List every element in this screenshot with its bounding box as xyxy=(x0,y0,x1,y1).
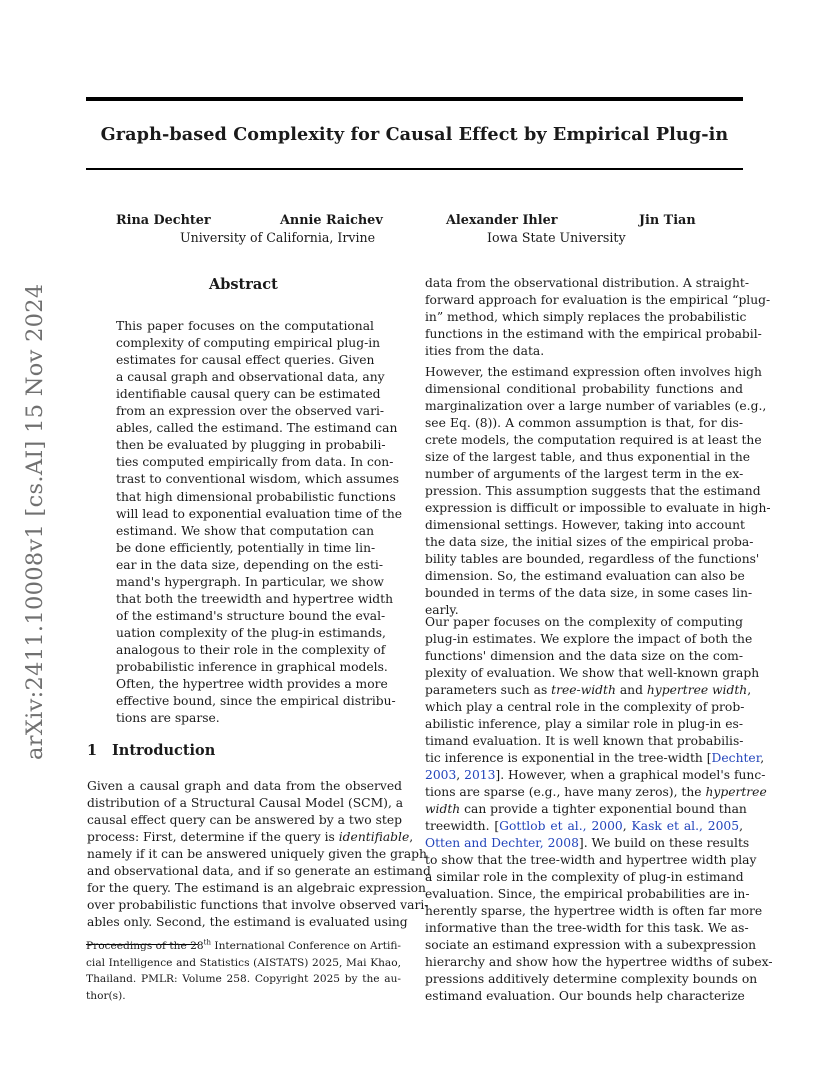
text-line: This paper focuses on the computational xyxy=(116,319,374,333)
text-line: mand's hypergraph. In particular, we show xyxy=(116,574,384,589)
text-line: tions are sparse. xyxy=(116,711,220,726)
text-line: in” method, which simply replaces the probabilistic xyxy=(425,310,747,324)
text-line: effective bound, since the empirical distribu- xyxy=(116,694,396,709)
text-line xyxy=(425,784,767,801)
text-line: informative than the tree-width for this task. We as- xyxy=(425,921,749,935)
citation-link[interactable]: Dechter xyxy=(711,751,761,765)
text-line: ear in the data size, depending on the esti- xyxy=(116,557,384,572)
text-line: However, the estimand expression often involves high xyxy=(425,365,762,379)
footnote-text: Proceedings of the 28 xyxy=(86,940,204,952)
text-line: that both the treewidth and hypertree width xyxy=(116,591,394,606)
text-span: , xyxy=(760,751,765,765)
text-line: Given a causal graph and data from the observed xyxy=(87,779,402,793)
citation-link[interactable]: Kask et al., 2005 xyxy=(631,819,740,833)
footnote-text: cial Intelligence and Statistics (AISTATS) 2025, Mai Khao, xyxy=(86,956,401,969)
footnote-text: Thailand. PMLR: Volume 258. Copyright 2025 by the au- xyxy=(86,973,401,985)
term-tree-width: tree-width xyxy=(551,683,616,697)
text-line: probabilistic inference in graphical models. xyxy=(116,660,388,674)
text-line: bility tables are bounded, regardless of the functions' xyxy=(425,552,760,566)
footnote-text: International Conference on Artifi- xyxy=(210,940,401,952)
text-line: see Eq. (8)). A common assumption is that, for dis- xyxy=(425,416,743,430)
text-span: , xyxy=(739,819,744,833)
text-line: namely if it can be answered uniquely given the graph xyxy=(87,847,427,862)
text-line: timand evaluation. It is well known that probabilis- xyxy=(425,734,744,748)
text-line: plexity of evaluation. We show that well-known graph xyxy=(425,666,760,680)
text-line: sociate an estimand expression with a subexpression xyxy=(425,938,757,952)
text-line: herently sparse, the hypertree width is often far more xyxy=(425,904,763,918)
abstract-heading: Abstract xyxy=(209,276,278,293)
text-line xyxy=(87,829,414,846)
text-line: ables only. Second, the estimand is evaluated using xyxy=(87,915,408,930)
text-span: tions are sparse (e.g., have many zeros), the xyxy=(425,785,706,799)
text-line: estimand evaluation. Our bounds help characterize xyxy=(425,989,745,1003)
footnote-text: thor(s). xyxy=(86,989,126,1002)
arxiv-stamp: arXiv:2411.10008v1 [cs.AI] 15 Nov 2024 xyxy=(22,283,48,760)
text-line: to show that the tree-width and hypertree width play xyxy=(425,853,757,867)
text-line: Often, the hypertree width provides a more xyxy=(116,677,388,692)
text-line: the data size, the initial sizes of the empirical proba- xyxy=(425,535,754,549)
text-line xyxy=(425,835,750,852)
text-line: estimates for causal effect queries. Given xyxy=(116,353,375,368)
text-line: which play a central role in the complexity of prob- xyxy=(425,700,745,714)
author-name: Alexander Ihler xyxy=(446,213,558,228)
text-line: distribution of a Structural Causal Model (SCM), a xyxy=(87,796,404,811)
text-span: process: First, determine if the query is xyxy=(87,830,339,845)
author-name: Annie Raichev xyxy=(280,213,383,228)
text-line: crete models, the computation required is at least the xyxy=(425,433,762,447)
text-line: a similar role in the complexity of plug-in estimand xyxy=(425,870,744,884)
text-line: number of arguments of the largest term in the ex- xyxy=(425,467,744,481)
text-line xyxy=(425,801,747,818)
text-line: then be evaluated by plugging in probabili- xyxy=(116,438,386,453)
term-hypertree: hypertree xyxy=(705,785,767,799)
affiliation-left: University of California, Irvine xyxy=(180,230,376,245)
text-line: ables, called the estimand. The estimand can xyxy=(116,421,398,436)
paper-title: Graph-based Complexity for Causal Effect by Empirical Plug-in xyxy=(100,124,729,145)
term-width: width xyxy=(425,802,461,816)
citation-link[interactable]: 2013 xyxy=(464,768,496,782)
text-line: size of the largest table, and thus exponential in the xyxy=(425,450,751,464)
text-line: from an expression over the observed vari- xyxy=(116,404,385,419)
text-line: causal effect query can be answered by a two step xyxy=(87,813,403,828)
text-line: uation complexity of the plug-in estimands, xyxy=(116,625,386,640)
affiliation-right: Iowa State University xyxy=(487,230,626,245)
text-span: can provide a tighter exponential bound than xyxy=(460,802,747,816)
text-line: for the query. The estimand is an algebraic expression xyxy=(87,881,426,896)
text-line: forward approach for evaluation is the empirical “plug- xyxy=(425,293,771,307)
text-line xyxy=(425,682,752,699)
citation-link[interactable]: Gottlob et al., 2000 xyxy=(499,819,623,833)
text-line: pressions additively determine complexity bounds on xyxy=(425,972,758,986)
section-number: 1 xyxy=(87,742,98,759)
text-line: data from the observational distribution. A straight- xyxy=(425,276,749,290)
text-line: be done efficiently, potentially in time lin- xyxy=(116,540,376,555)
title-top-rule xyxy=(86,97,743,101)
text-span: parameters such as xyxy=(425,683,552,697)
text-line: trast to conventional wisdom, which assumes xyxy=(116,472,400,487)
text-span: , xyxy=(747,683,752,697)
text-span: , xyxy=(456,768,465,782)
text-line: that high dimensional probabilistic functions xyxy=(116,489,396,504)
text-line: abilistic inference, play a similar role in plug-in es- xyxy=(425,717,743,731)
text-line: and observational data, and if so generate an estimand xyxy=(87,864,431,879)
text-line: analogous to their role in the complexity of xyxy=(116,642,386,657)
text-line: expression is difficult or impossible to evaluate in high- xyxy=(425,501,771,515)
citation-link[interactable]: Otten and Dechter, 2008 xyxy=(425,836,579,850)
section-heading: Introduction xyxy=(112,742,216,759)
text-line: functions' dimension and the data size on the com- xyxy=(425,649,743,663)
text-line: pression. This assumption suggests that the estimand xyxy=(425,484,761,498)
text-line: will lead to exponential evaluation time of the xyxy=(116,506,403,521)
text-line: dimensional settings. However, taking into account xyxy=(425,518,745,532)
text-line: ities from the data. xyxy=(425,344,545,358)
text-line: functions in the estimand with the empirical probabil- xyxy=(425,327,762,341)
text-line: Our paper focuses on the complexity of computing xyxy=(425,615,743,629)
text-line: hierarchy and show how the hypertree widths of subex- xyxy=(425,955,773,969)
text-span: treewidth. [ xyxy=(425,819,500,833)
text-span: and xyxy=(615,683,647,697)
text-line: ties computed empirically from data. In con- xyxy=(116,455,394,470)
text-line: dimensional conditional probability functions and xyxy=(425,382,743,396)
footnote-sup: th xyxy=(203,938,211,947)
text-line: plug-in estimates. We explore the impact of both the xyxy=(425,632,753,646)
text-line: complexity of computing empirical plug-in xyxy=(116,336,381,351)
citation-link[interactable]: 2003 xyxy=(425,768,457,782)
text-line xyxy=(425,818,743,835)
term-identifiable: identifiable xyxy=(338,830,410,845)
term-hypertree-width: hypertree width xyxy=(646,683,748,697)
author-name: Jin Tian xyxy=(639,213,696,228)
author-name: Rina Dechter xyxy=(116,213,211,228)
text-line xyxy=(425,767,766,784)
text-line: over probabilistic functions that involve observed vari- xyxy=(87,898,429,913)
text-span: , xyxy=(409,830,414,845)
text-line: estimand. We show that computation can xyxy=(116,523,374,538)
text-line: of the estimand's structure bound the eval- xyxy=(116,608,386,623)
text-line: early. xyxy=(425,603,459,617)
text-line: dimension. So, the estimand evaluation can also be xyxy=(425,569,745,583)
text-line: evaluation. Since, the empirical probabilities are in- xyxy=(425,887,750,901)
text-span: tic inference is exponential in the tree-width [ xyxy=(425,751,712,765)
text-span: ]. However, when a graphical model's func- xyxy=(495,768,766,782)
title-bottom-rule xyxy=(86,168,743,170)
text-span: ]. We build on these results xyxy=(578,836,750,850)
text-line: a causal graph and observational data, any xyxy=(116,370,385,385)
text-line: identifiable causal query can be estimated xyxy=(116,387,381,402)
text-line: bounded in terms of the data size, in some cases lin- xyxy=(425,586,753,600)
text-line: marginalization over a large number of variables (e.g., xyxy=(425,399,767,413)
text-line xyxy=(425,750,765,767)
text-span: , xyxy=(622,819,632,833)
